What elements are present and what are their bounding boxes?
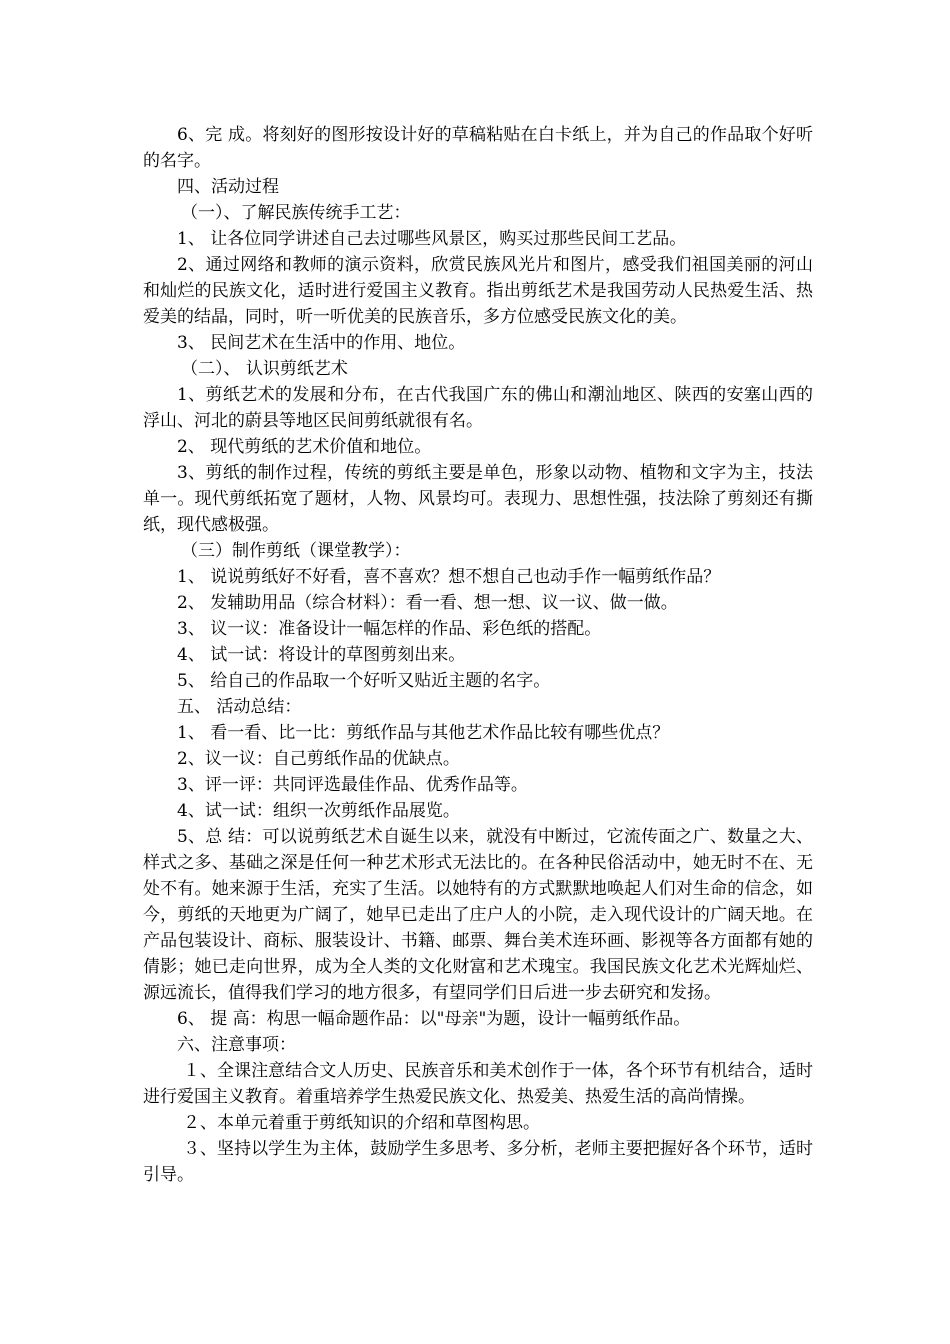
paragraph-item: 3、 民间艺术在生活中的作用、地位。 (177, 333, 466, 353)
paragraph-item: 1、 说说剪纸好不好看，喜不喜欢？想不想自己也动手作一幅剪纸作品？ (177, 567, 721, 587)
paragraph-item: 4、试一试：组织一次剪纸作品展览。 (177, 801, 460, 821)
section-5-heading: 五、 活动总结： (177, 697, 302, 717)
paragraph-item: 4、 试一试：将设计的草图剪刻出来。 (177, 645, 466, 665)
subsection-1-heading: （一）、了解民族传统手工艺： (181, 203, 411, 223)
subsection-3-heading: （三）制作剪纸（课堂教学）： (181, 541, 411, 561)
paragraph-item: 2、通过网络和教师的演示资料，欣赏民族风光片和图片，感受我们祖国美丽的河山和灿烂的民族文化，适时进行爱国主义教育。指出剪纸艺术是我国劳动人民热爱生活、热爱美的结晶，同时，听一听优美的民族音乐，多方位感受民族文化的美。 (143, 255, 813, 327)
paragraph-item: 5、 给自己的作品取一个好听又贴近主题的名字。 (177, 671, 551, 691)
paragraph-item: 3、评一评：共同评选最佳作品、优秀作品等。 (177, 775, 528, 795)
paragraph-item: ２、本单元着重于剪纸知识的介绍和草图构思。 (183, 1113, 540, 1133)
paragraph-item: ３、坚持以学生为主体，鼓励学生多思考、多分析，老师主要把握好各个环节，适时引导。 (143, 1139, 813, 1185)
paragraph-item: 1、 看一看、比一比：剪纸作品与其他艺术作品比较有哪些优点？ (177, 723, 670, 743)
paragraph-item: 6、 提 高：构思一幅命题作品：以"母亲"为题，设计一幅剪纸作品。 (177, 1009, 691, 1029)
step-6-complete: 6、完 成。将刻好的图形按设计好的草稿粘贴在白卡纸上，并为自己的作品取个好听的名字。 (143, 125, 813, 171)
paragraph-item: 3、剪纸的制作过程，传统的剪纸主要是单色，形象以动物、植物和文字为主，技法单一。现代剪纸拓宽了题材，人物、风景均可。表现力、思想性强，技法除了剪刻还有撕纸，现代感极强。 (143, 463, 813, 535)
paragraph-item: 1、 让各位同学讲述自己去过哪些风景区，购买过那些民间工艺品。 (177, 229, 687, 249)
subsection-2-heading: （二）、 认识剪纸艺术 (181, 359, 348, 379)
paragraph-item: 2、议一议：自己剪纸作品的优缺点。 (177, 749, 460, 769)
paragraph-item: 2、 现代剪纸的艺术价值和地位。 (177, 437, 432, 457)
section-6-heading: 六、注意事项： (177, 1035, 296, 1055)
paragraph-item: 5、总 结：可以说剪纸艺术自诞生以来，就没有中断过，它流传面之广、数量之大、样式之多、基础之深是任何一种艺术形式无法比的。在各种民俗活动中，她无时不在、无处不有。她来源于生活，充实了生活。以她特有的方式默默地唤起人们对生命的信念，如今，剪纸的天地更为广阔了，她早已走出了庄户人的小院，走入现代设计的广阔天地。在产品包装设计、商标、服装设计、书籍、邮票、舞台美术连环画、影视等各方面都有她的倩影；她已走向世界，成为全人类的文化财富和艺术瑰宝。我国民族文化艺术光辉灿烂、源远流长，值得我们学习的地方很多，有望同学们日后进一步去研究和发扬。 (143, 827, 813, 1003)
paragraph-item: 3、 议一议：准备设计一幅怎样的作品、彩色纸的搭配。 (177, 619, 602, 639)
document-body (143, 122, 813, 1188)
section-4-heading: 四、活动过程 (177, 177, 279, 197)
paragraph-item: 2、 发辅助用品（综合材料）：看一看、想一想、议一议、做一做。 (177, 593, 678, 613)
paragraph-item: １、全课注意结合文人历史、民族音乐和美术创作于一体，各个环节有机结合，适时进行爱国主义教育。着重培养学生热爱民族文化、热爱美、热爱生活的高尚情操。 (143, 1061, 813, 1107)
paragraph-item: 1、剪纸艺术的发展和分布，在古代我国广东的佛山和潮汕地区、陕西的安塞山西的浮山、河北的蔚县等地区民间剪纸就很有名。 (143, 385, 813, 431)
